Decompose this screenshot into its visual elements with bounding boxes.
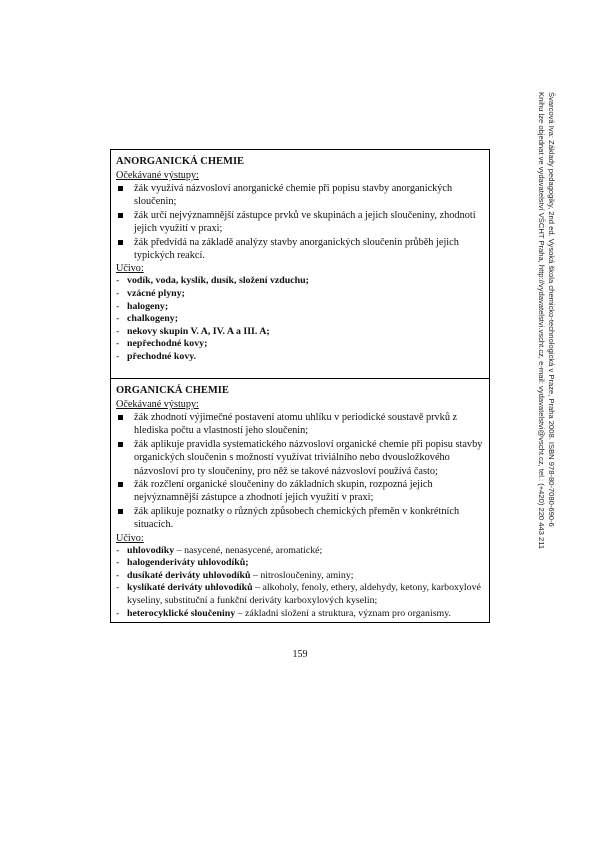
content-item: - nekovy skupin V. A, IV. A a III. A; [116, 325, 270, 337]
content-list [116, 545, 484, 621]
outcome-item [116, 236, 484, 263]
section-inorganic-chemistry [111, 150, 489, 378]
square-bullet-icon [118, 442, 123, 447]
content-term: přechodné kovy. [127, 351, 197, 362]
content-description: – nitrosloučeniny, aminy; [250, 569, 354, 581]
outcome-text: žák využívá názvosloví anorganické chemie při popisu stavby anorganických sloučenin; [134, 183, 453, 208]
content-item: - halogenderiváty uhlovodíků; [116, 557, 249, 569]
content-term: uhlovodíky [127, 544, 175, 556]
outcomes-list [116, 411, 484, 532]
square-bullet-icon [118, 415, 123, 420]
outcome-text: žák rozčlení organické sloučeniny do základních skupin, rozpozná jejich nejvýznamnější zástupce a zhodnotí jejich využití v praxi; [134, 479, 433, 504]
side-note-line: Knihu lze objednat ve vydavatelství VŠCHT Praha, http://vydavatelstvi.vscht.cz, e-mail: vydavatelstvi@vscht.cz, tel.: (+420) 220 443 211 [537, 92, 546, 550]
content-item: - chalkogeny; [116, 313, 179, 325]
outcome-text: žák určí nejvýznamnější zástupce prvků ve skupinách a jejich sloučeniny, zhodnotí jejich využití v praxi; [134, 209, 476, 235]
square-bullet-icon [118, 509, 123, 514]
side-note-line: Švarcová Iva: Základy pedagogiky, 2nd ed. Vysoká škola chemicko-technologická v Praze, Praha 2008. ISBN 978-80-7080-690-6 [547, 92, 556, 527]
curriculum-table [110, 149, 490, 623]
outcome-item [116, 478, 484, 505]
square-bullet-icon [118, 213, 123, 218]
content-item: - přechodné kovy. [116, 351, 197, 362]
outcome-item [116, 438, 484, 478]
outcomes-label: Očekávané výstupy: [116, 170, 199, 181]
content-description: – alkoholy, fenoly, ethery, aldehydy, ketony, karboxylové kyseliny, substituční a funkční deriváty karboxylových kyselin; [127, 582, 481, 607]
content-item: - heterocyklické sloučeniny – základní složení a struktura, význam pro organismy. [116, 607, 451, 619]
content-item: - kyslíkaté deriváty uhlovodíků – alkoholy, fenoly, ethery, aldehydy, ketony, karboxylové kyseliny, substituční a funkční deriváty karboxylových kyselin; [116, 582, 481, 607]
content-item: - vodík, voda, kyslík, dusík, složení vzduchu; [116, 275, 309, 287]
section-title: ANORGANICKÁ CHEMIE [116, 156, 245, 167]
outcome-item [116, 411, 484, 438]
content-term: dusíkaté deriváty uhlovodíků [127, 569, 251, 581]
content-item: - nepřechodné kovy; [116, 338, 208, 350]
content-label: Učivo: [116, 532, 144, 544]
page-number: 159 [292, 649, 308, 660]
outcome-item [116, 505, 484, 532]
content-term: vodík, voda, kyslík, dusík, složení vzduchu; [127, 275, 309, 287]
side-note [536, 92, 556, 572]
outcome-text: žák aplikuje poznatky o různých způsobech chemických přeměn v konkrétních situacích. [134, 505, 460, 531]
outcome-text: žák aplikuje pravidla systematického názvosloví organické chemie při popisu stavby organických sloučenin s možností využívat triviálního nebo dvousložkového názvosloví pro ty sloučeniny, pro něž se takové názvosloví používá často; [134, 438, 483, 477]
outcome-item [116, 182, 484, 209]
content-description: – základní složení a struktura, význam pro organismy. [235, 607, 451, 619]
content-term: heterocyklické sloučeniny [127, 607, 236, 619]
content-item: - dusíkaté deriváty uhlovodíků – nitrosloučeniny, aminy; [116, 569, 354, 581]
content-item: - halogeny; [116, 300, 169, 312]
content-term: halogeny; [127, 300, 169, 312]
section-title: ORGANICKÁ CHEMIE [116, 385, 229, 396]
content-term: vzácné plyny; [127, 288, 185, 300]
outcome-text: žák předvídá na základě analýzy stavby anorganických sloučenin průběh jejich typických reakcí. [134, 236, 459, 262]
outcomes-list [116, 182, 484, 262]
content-list [116, 275, 484, 363]
content-term: kyslíkaté deriváty uhlovodíků [127, 582, 253, 594]
outcome-item [116, 209, 484, 236]
content-item: - uhlovodíky – nasycené, nenasycené, aromatické; [116, 544, 323, 556]
content-term: nekovy skupin V. A, IV. A a III. A; [127, 325, 270, 337]
content-term: halogenderiváty uhlovodíků; [127, 557, 249, 569]
content-label: Učivo: [116, 263, 144, 275]
section-organic-chemistry [111, 378, 489, 623]
outcome-text: žák zhodnotí výjimečné postavení atomu uhlíku v periodické soustavě prvků z hlediska počtu a vlastností jeho sloučenin; [134, 412, 458, 437]
content-term: chalkogeny; [127, 313, 179, 325]
content-item: - vzácné plyny; [116, 288, 185, 300]
square-bullet-icon [118, 240, 123, 245]
content-term: nepřechodné kovy; [127, 338, 208, 350]
square-bullet-icon [118, 186, 123, 191]
content-description: – nasycené, nenasycené, aromatické; [174, 544, 323, 556]
outcomes-label: Očekávané výstupy: [116, 399, 199, 410]
square-bullet-icon [118, 482, 123, 487]
